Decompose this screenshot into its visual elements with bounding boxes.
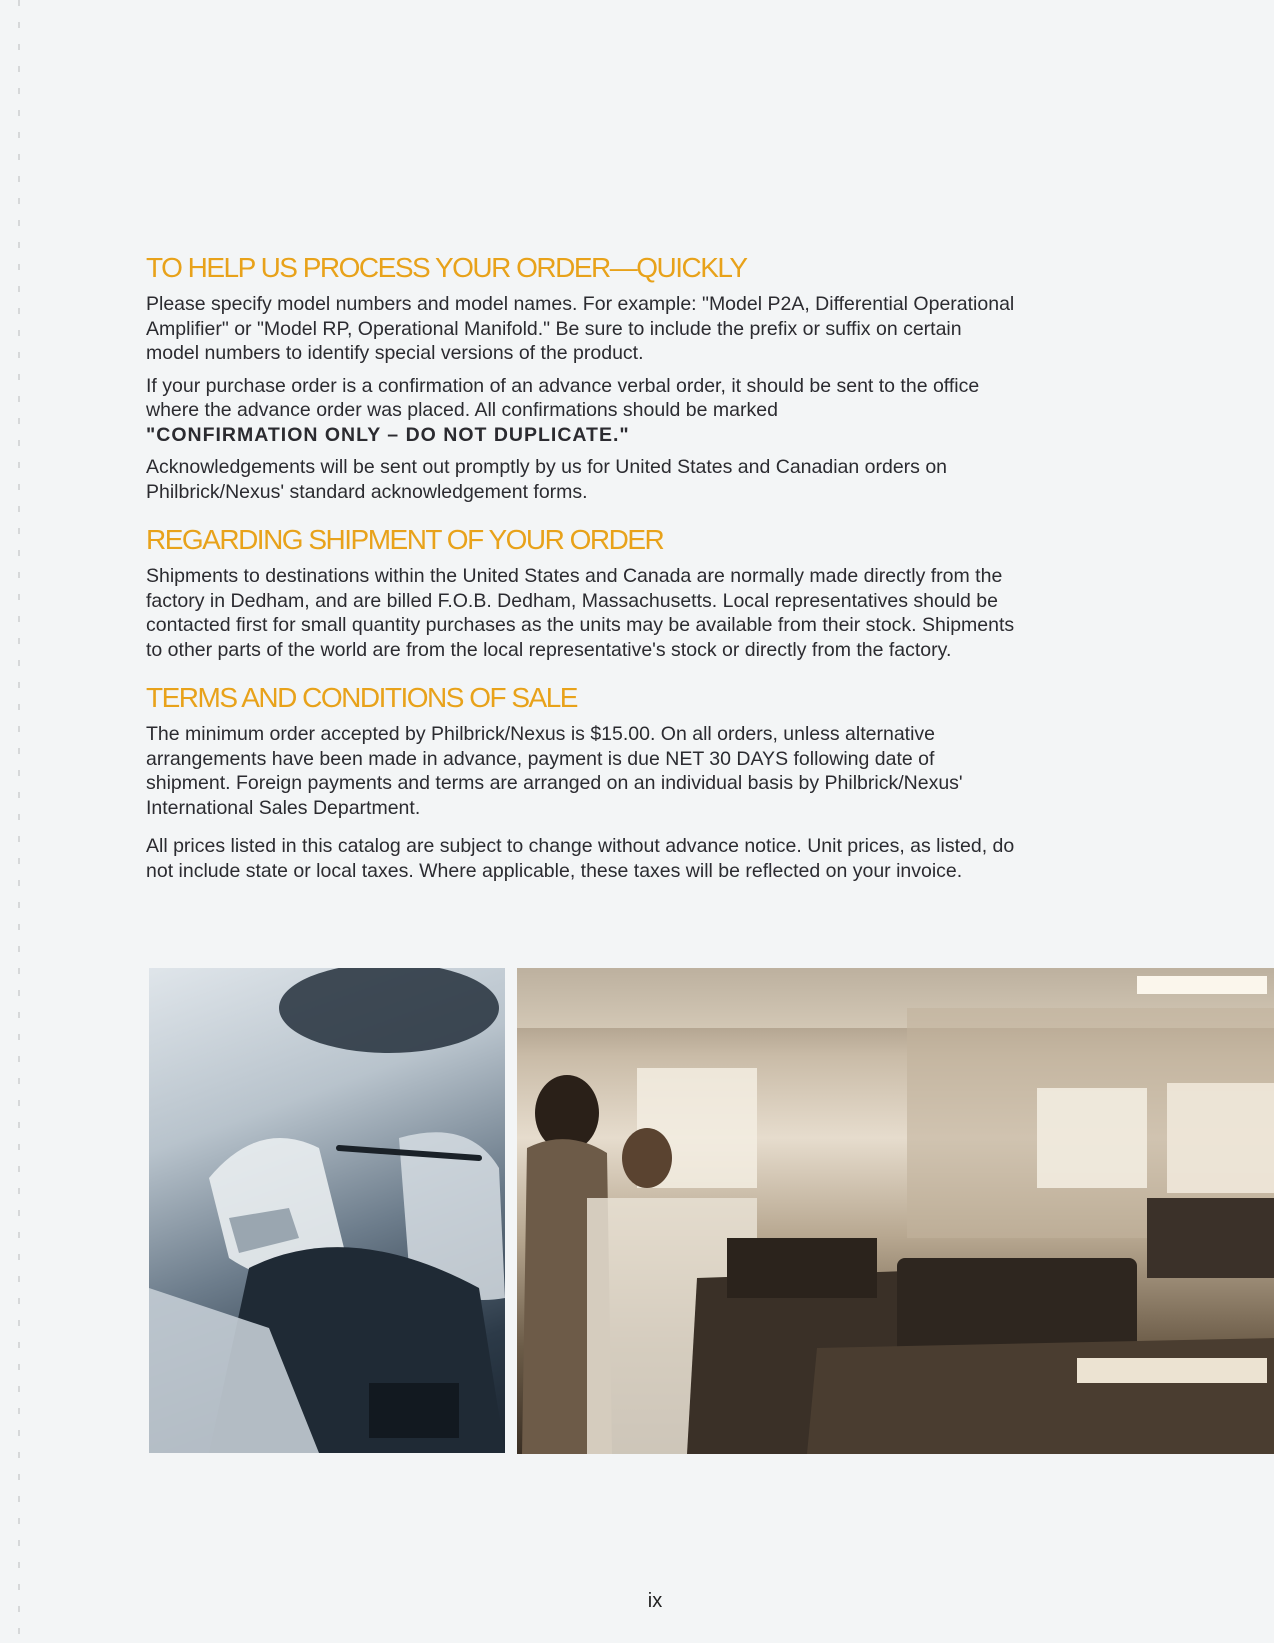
paragraph: All prices listed in this catalog are subject to change without advance notice. Unit prices, as listed, do not include state or local taxes. Where applicable, these taxes will be reflected on your invoice. [146, 835, 1015, 882]
section-shipment [146, 522, 1016, 662]
paragraph: Please specify model numbers and model names. For example: "Model P2A, Differential Operational Amplifier" or "Model RP, Operational Manifold." Be sure to include the prefix or suffix on certain model numbers to identify special versions of the product. [146, 293, 1015, 364]
emphasis-text: "CONFIRMATION ONLY – DO NOT DUPLICATE." [146, 423, 630, 446]
paragraph: The minimum order accepted by Philbrick/Nexus is $15.00. On all orders, unless alternative arrangements have been made in advance, payment is due NET 30 DAYS following date of shipment. Foreign payments and terms are arranged on an individual basis by Philbrick/Nexus' International Sales Department. [146, 723, 963, 819]
paragraph-with-emphasis [146, 374, 1016, 448]
page-content [146, 250, 1016, 901]
section-terms [146, 680, 1016, 883]
paragraph: Acknowledgements will be sent out promptly by us for United States and Canadian orders on Philbrick/Nexus' standard acknowledgement forms. [146, 456, 948, 503]
photo-hands-writing [149, 968, 505, 1453]
section-heading: TERMS AND CONDITIONS OF SALE [146, 682, 577, 713]
photo-office-illustration [517, 968, 1274, 1454]
page-number: ix [647, 1590, 663, 1612]
paragraph-text: If your purchase order is a confirmation of an advance verbal order, it should be sent to the office where the advance order was placed. All confirmations should be marked [146, 374, 980, 421]
paragraph: Shipments to destinations within the United States and Canada are normally made directly from the factory in Dedham, and are billed F.O.B. Dedham, Massachusetts. Local representatives should be contacted first for small quantity purchases as the units may be available from their stock. Shipments to other parts of the world are from the local representative's stock or directly from the factory. [146, 565, 1015, 661]
photo-hands-illustration [149, 968, 505, 1453]
section-heading: TO HELP US PROCESS YOUR ORDER—QUICKLY [146, 252, 747, 283]
section-process-order [146, 250, 1016, 504]
photo-office-workers [517, 968, 1274, 1454]
binding-gutter [18, 0, 20, 1643]
section-heading: REGARDING SHIPMENT OF YOUR ORDER [146, 524, 664, 555]
